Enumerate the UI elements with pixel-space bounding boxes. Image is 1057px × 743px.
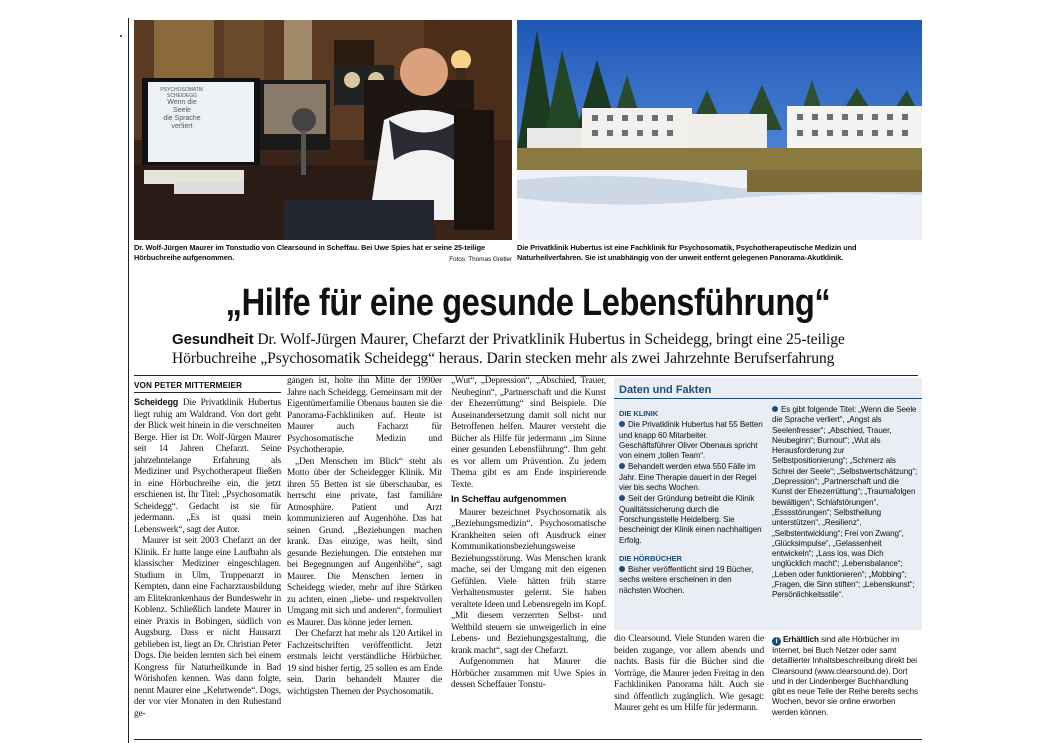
caption-right: Die Privatklinik Hubertus ist eine Fachklinik für Psychosomatik, Psychotherapeutische Medizin und Naturheilverfahren. Sie ist unabhängig von der unweit entfernt gelegenen Panorama-Akutklinik.: [517, 243, 857, 262]
photo-credit: Fotos: Thomas Gretler: [449, 256, 512, 263]
rule-bottom: [134, 739, 922, 740]
info-text: sind alle Hörbücher im Internet, bei Buch Netzer oder samt detaillierter Inhaltsbeschreibung direkt bei Clearsound (www.clearsound.de). Dort und in der Lindenberger Buchhandlung gibt es neue Teile der Reihe bereits sechs Wochen, bevor sie online erworben werden können.: [772, 635, 918, 717]
photo-clinic: [517, 20, 922, 240]
factbox-right-column: [772, 405, 918, 602]
fact-text: Es gibt folgende Titel: „Wenn die Seele die Sprache verliert“, „Angst als Seelenfresser“; „Abschied, Trauer, Neubeginn“; Burnout“; „Wut als Herausforderung zur Selbstpositionierung“; „Schmerz als Schrei der Seele“; „Selbstwertschätzung“; „Depression“; „Partnerschaft und die Kunst der Ehezerrüttung“; „Traumafolgen bewältigen“; Schlafstörungen“, „Esssstörungen“; Selbstheilung unterstützen“, „Resilienz“, „Selbstentwicklung“; Frei von Zwang“, „Glücksimpulse“, „Gelassenheit entwickeln“; „Lass los, was Dich unglücklich macht“; „Lebensbalance“; „Leben oder funktionieren“; „Mobbing“; „Fragen, die Sinn stiften“; „Lebenskunst“; Persönlichkeitsstile“.: [772, 405, 918, 600]
factbox-rule: [614, 398, 922, 399]
fact-item: [619, 420, 765, 461]
factbox-section-title: DIE HÖRBÜCHER: [619, 553, 682, 563]
caption-left-text: Dr. Wolf-Jürgen Maurer im Tonstudio von Clearsound in Scheffau. Bei Uwe Spies hat er seine 25-teilige Hörbuchreihe aufgenommen.: [134, 243, 486, 262]
paragraph: Der Chefarzt hat mehr als 120 Artikel in Fachzeitschriften veröffentlicht. Jetzt erstmals leicht verständliche Hörbücher. 19 sind bisher fertig, 25 sollen es am Ende sein. Darin behandelt Maurer die wichtigsten Themen der Psychosomatik.: [287, 629, 442, 697]
author-byline: VON PETER MITTERMEIER: [134, 381, 243, 390]
paragraph: Maurer ist seit 2003 Chefarzt an der Klinik. Er hatte lange eine Laufbahn als klassischer Mediziner eingeschlagen. Studium in Ulm, Truppenarzt in Kempten, dann eine Facharztausbildung am Elitekrankenhaus der Bundeswehr in Koblenz. Schließlich landete Maurer in einer Praxis in Bobingen, südlich von Augsburg. Dass er nicht Hausarzt geblieben ist, liegt an Dr. Christian Peter Dogs. Die beiden lernten sich bei einem Kongress für Naturheilkunde in Bad Wörishofen kennen. Was dann folgte, nennt Maurer eine „Kehrtwende“. Dogs, der vor vier Monaten in den Ruhestand ge-: [134, 536, 281, 719]
paragraph: Aufgenommen hat Maurer die Hörbücher zusammen mit Uwe Spies in dessen Scheffauer Tonstu-: [451, 657, 606, 690]
monitor-screen-text: [147, 87, 217, 131]
fact-item: [619, 494, 765, 545]
rule-author: [134, 392, 281, 393]
article-column-3: [451, 376, 606, 692]
info-lead: Erhältlich: [783, 635, 819, 644]
fact-text: Die Privatklinik Hubertus hat 55 Betten und knapp 60 Mitarbeiter. Geschäftsführer Oliver Obenaus spricht von einem „tollen Team“.: [619, 420, 763, 461]
factbox-left-column: [619, 405, 765, 597]
bullet-icon: [619, 495, 625, 501]
fact-text: Behandelt werden etwa 550 Fälle im Jahr. Eine Therapie dauert in der Regel vier bis sechs Wochen.: [619, 462, 757, 493]
article-column-2: [287, 376, 442, 698]
screen-line-1: PSYCHOSOMATIK SCHEIDEGG: [160, 87, 204, 99]
paragraph: [134, 397, 281, 536]
article-column-1: [134, 397, 281, 720]
bullet-icon: [619, 463, 625, 469]
page-gutter-line: [128, 18, 129, 743]
paragraph: „Den Menschen im Blick“ steht als Motto über der Scheidegger Klinik. Mit ihren 55 Betten ist sie überschaubar, es herrscht eine private, fast familiäre Atmosphäre. Patient und Arzt kommunizieren auf Augenhöhe. Das hat seinen Grund. „Beziehungen machen krank. Das einzige, was heilt, sind gesunde Beziehungen. Die entstehen nur bei Begegnungen auf Augenhöhe“, sagt Maurer. Die Menschen lernen in Scheidegg wieder, mehr auf ihre Stärken zu achten, einen „liebe- und respektvollen Umgang mit sich und anderen“, formuliert es Maurer. Das könne jeder lernen.: [287, 456, 442, 628]
bullet-icon: [619, 421, 625, 427]
bullet-icon: [619, 566, 625, 572]
fact-text: Bisher veröffentlicht sind 19 Bücher, sechs weitere erscheinen in den nächsten Wochen.: [619, 565, 754, 595]
deck-kicker: Gesundheit: [172, 331, 254, 348]
paragraph: „Wut“, „Depression“, „Abschied, Trauer, Neubeginn“, „Partnerschaft und die Kunst der Ehezerrüttung“ sind Beispiele. Die Auseinandersetzung damit soll nicht nur Betroffenen helfen. Maurer versteht die Bücher als Hilfe für jedermann „im Sinne einer gesunden Lebensführung“. Ihm geht es vor allem um Prävention. Zu jedem Thema gibt es am Ende inspirierende Texte.: [451, 376, 606, 490]
deck: [172, 330, 912, 368]
screen-line-5: verliert: [171, 123, 193, 130]
screen-line-4: die Sprache: [163, 115, 201, 122]
screen-line-3: Seele: [173, 107, 191, 114]
fact-text: Seit der Gründung betreibt die Klinik Qualitätssicherung durch die Forschungsstelle Heidelberg. Sie bescheinigt der Klinik einen nachhaltigen Erfolg.: [619, 494, 762, 545]
fact-item: [772, 405, 918, 601]
fact-item: [619, 462, 765, 493]
caption-left: [134, 243, 512, 265]
deck-text: Dr. Wolf-Jürgen Maurer, Chefarzt der Privatklinik Hubertus in Scheidegg, bringt eine 25-teilige Hörbuchreihe „Psychosomatik Scheidegg“ heraus. Darin stecken mehr als zwei Jahrzehnte Berufserfahrung: [172, 331, 845, 367]
paragraph: dio Clearsound. Viele Stunden waren die beiden zugange, vor allem abends und nachts. Basis für die Bücher sind die Vorträge, die Maurer jeden Freitag in den Fachkliniken Panorama hält. Auch sie sind öffentlich zugänglich. Wie gesagt: Maurer geht es um Hilfe für jedermann.: [614, 634, 764, 713]
paragraph-text: Die Privatklinik Hubertus liegt ruhig am Waldrand. Von dort geht der Blick weit hinein in die verschneiten Berge. Hier ist Dr. Wolf-Jürgen Maurer seit 14 Jahren Chefarzt. Seine jahrzehntelange Erfahrung als Mediziner und Psychotherapeut fließen in eine Hörbuchreihe ein, die jetzt erschienen ist. Ihr Titel: „Psychosomatik Scheidegg“. Gedacht ist sie für jedermann. „Es ist quasi mein Lebenswerk“, sagt der Autor.: [134, 398, 281, 535]
margin-mark: [120, 35, 122, 37]
factbox-section-title: DIE KLINIK: [619, 409, 659, 418]
availability-info: [772, 635, 922, 718]
factbox-title: Daten und Fakten: [619, 384, 712, 396]
paragraph: Maurer bezeichnet Psychosomatik als „Beziehungsmedizin“. Psychosomatische Krankheiten seien oft Ausdruck einer Kommunikationsbeziehungsweise Beziehungsstörung. Was Menschen krank mache, sei der Umgang mit den eigenen Gefühlen. Viele hätten früh starre Verhaltensmuster gelernt. Sie haben veraltete Ideen und Lebensregeln im Kopf. „Mit diesem verzerrten Selbst- und Weltbild steuern sie unweigerlich in eine Lebens- und Beziehungsgestaltung, die krank macht“, sagt der Chefarzt.: [451, 507, 606, 656]
paragraph: gangen ist, holte ihn Mitte der 1990er Jahre nach Scheidegg. Gemeinsam mit der Eigentümerfamilie Obenaus bauten sie die Panorama-Fachkliniken auf. Heute ist Maurer auch Facharzt für Psychosomatische Medizin und Psychotherapie.: [287, 376, 442, 455]
screen-line-2: Wenn die: [167, 99, 197, 106]
headline: „Hilfe für eine gesunde Lebensführung“: [225, 282, 831, 324]
bullet-icon: [772, 406, 778, 412]
fact-item: [619, 565, 765, 596]
article-column-4: [614, 634, 764, 715]
subhead: In Scheffau aufgenommen: [451, 494, 567, 505]
clinic-photo-illustration: [517, 20, 922, 240]
info-icon: i: [772, 637, 781, 646]
dateline: Scheidegg: [134, 397, 179, 407]
